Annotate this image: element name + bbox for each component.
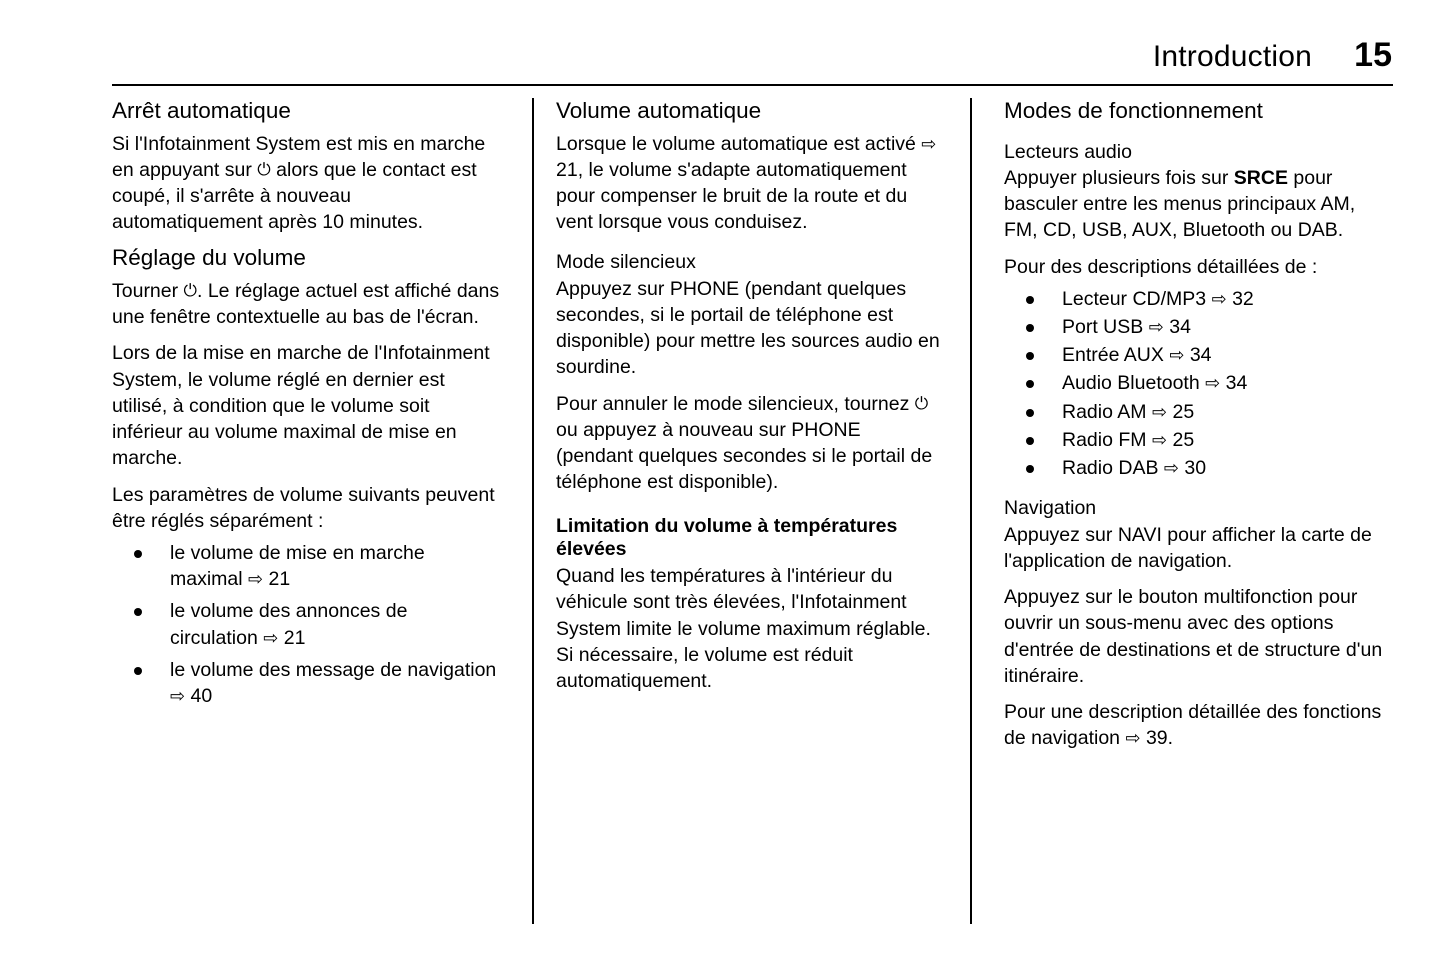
list-item-label: le volume des message de navigation [170, 658, 497, 681]
text-part-b: pour basculer entre les menus principaux AM, FM, CD, USB, AUX, Bluetooth ou DAB. [1004, 166, 1356, 242]
paragraph-nav-2: Appuyez sur le bouton multifonction pour ouvrir un sous-menu avec des options d'entrée de destinations et de structure d'un itinéraire. [1004, 586, 1383, 687]
text-part-a: Appuyez sur [556, 277, 670, 300]
cross-reference-icon: ⇨ [248, 569, 264, 591]
list-item-label: le volume des annonces de circulation [170, 600, 408, 649]
cross-reference-page: 34 [1189, 344, 1212, 367]
list-item-label: Port USB [1062, 316, 1149, 339]
cross-reference-icon: ⇨ [1163, 458, 1179, 480]
list-item [1004, 314, 1393, 340]
list-item-label: le volume de mise en marche maximal [170, 541, 425, 591]
paragraph-arret-automatique [112, 131, 500, 236]
text-part-a: Pour annuler le mode silencieux, tournez [556, 392, 915, 415]
content-columns [112, 98, 1393, 924]
page-title: Introduction [1152, 40, 1312, 73]
text-part-a: Appuyer plusieurs fois sur [1004, 166, 1234, 189]
cross-reference-icon: ⇨ [170, 686, 186, 708]
cross-reference-icon: ⇨ [1125, 728, 1141, 750]
paragraph-mute-2 [556, 391, 940, 496]
text-part-b: 21, le volume s'adapte automatiquement pour compenser le bruit de la route et du vent lorsque vous conduisez. [556, 158, 908, 234]
list-item [1004, 342, 1393, 368]
cross-reference-icon: ⇨ [263, 627, 279, 649]
text-part-a: Si l'Infotainment System est mis en marche en appuyant sur [112, 132, 486, 181]
paragraph-mute-1 [556, 276, 940, 381]
cross-reference-page: 21 [268, 568, 291, 591]
cross-reference-page: 34 [1169, 316, 1191, 339]
paragraph-volume-automatique [556, 131, 940, 236]
paragraph-audio-1 [1004, 165, 1393, 244]
list-item [1004, 455, 1393, 481]
audio-reference-list [1004, 286, 1393, 482]
paragraph-nav-1 [1004, 522, 1393, 574]
power-icon: ⏻ [914, 393, 929, 414]
header-divider [112, 84, 1393, 86]
text-part-b: 39. [1140, 727, 1174, 750]
key-phone: PHONE [669, 277, 740, 300]
cross-reference-page: 25 [1172, 400, 1195, 423]
cross-reference-page: 30 [1184, 457, 1207, 480]
list-item [112, 540, 500, 592]
cross-reference-icon: ⇨ [1151, 429, 1168, 451]
list-item [1004, 427, 1393, 453]
text-part-b: alors que le contact est coupé, il s'arrête à nouveau automatiquement après 10 minutes. [112, 158, 477, 234]
cross-reference-icon: ⇨ [1148, 317, 1164, 339]
page-header [112, 36, 1392, 75]
key-navi: NAVI [1117, 523, 1162, 546]
cross-reference-icon: ⇨ [921, 133, 937, 155]
list-item-label: Radio DAB [1062, 457, 1164, 480]
cross-reference-page: 25 [1172, 428, 1195, 451]
heading-limitation-volume: Limitation du volume à températures élevées [556, 514, 898, 561]
cross-reference-page: 40 [190, 685, 213, 708]
cross-reference-icon: ⇨ [1151, 401, 1168, 423]
paragraph-volume-2: Lors de la mise en marche de l'Infotainment System, le volume réglé en dernier est utilisé, à condition que le volume soit inférieur au volume maximal de mise en marche. [112, 342, 490, 470]
heading-navigation: Navigation [1004, 497, 1097, 520]
heading-modes-de-fonctionnement: Modes de fonctionnement [1004, 98, 1263, 123]
list-item-label: Lecteur CD/MP3 [1062, 287, 1212, 310]
heading-reglage-du-volume: Réglage du volume [112, 245, 306, 271]
paragraph-volume-1 [112, 278, 500, 330]
text-part-b: pour afficher la carte de l'application de navigation. [1004, 523, 1372, 572]
key-phone: PHONE [791, 418, 861, 441]
cross-reference-page: 21 [283, 626, 306, 649]
column-right [972, 98, 1393, 924]
list-item [1004, 399, 1393, 425]
heading-mode-silencieux: Mode silencieux [556, 251, 696, 274]
heading-volume-automatique: Volume automatique [556, 98, 762, 123]
paragraph-audio-2: Pour des descriptions détaillées de : [1004, 255, 1318, 278]
paragraph-limitation: Quand les températures à l'intérieur du véhicule sont très élevées, l'Infotainment System limite le volume maximum réglable. Si nécessaire, le volume est réduit automatiquement. [556, 565, 931, 692]
list-item [1004, 370, 1393, 396]
key-srce: SRCE [1233, 166, 1288, 189]
text-part-b: (pendant quelques secondes, si le portail de téléphone est disponible) pour mettre les sources audio en sourdine. [556, 277, 940, 379]
paragraph-volume-3: Les paramètres de volume suivants peuvent être réglés séparément : [112, 483, 495, 532]
text-part-a: Tourner [112, 279, 184, 302]
list-item-label: Radio FM [1062, 428, 1152, 451]
list-item-label: Radio AM [1062, 400, 1152, 423]
text-part-a: Pour une description détaillée des fonctions de navigation [1004, 701, 1382, 750]
volume-settings-list [112, 540, 500, 709]
paragraph-nav-3 [1004, 699, 1393, 751]
text-part-a: Appuyez sur [1004, 523, 1118, 546]
column-left [112, 98, 534, 924]
power-icon: ⏻ [257, 159, 271, 180]
list-item-label: Audio Bluetooth [1062, 372, 1206, 395]
list-item [112, 598, 500, 650]
column-middle [534, 98, 972, 924]
cross-reference-icon: ⇨ [1169, 345, 1185, 367]
cross-reference-icon: ⇨ [1211, 288, 1227, 310]
heading-arret-automatique: Arrêt automatique [112, 98, 291, 123]
cross-reference-page: 34 [1225, 372, 1248, 395]
list-item-label: Entrée AUX [1062, 344, 1170, 367]
text-part-b: ou appuyez à nouveau sur [556, 418, 792, 441]
text-part-c: (pendant quelques secondes si le portail de téléphone est disponible). [556, 445, 933, 494]
text-part-a: Lorsque le volume automatique est activé [556, 132, 922, 155]
cross-reference-page: 32 [1232, 287, 1254, 310]
list-item [1004, 286, 1393, 312]
text-part-b: . Le réglage actuel est affiché dans une fenêtre contextuelle au bas de l'écran. [112, 279, 500, 329]
heading-lecteurs-audio: Lecteurs audio [1004, 140, 1132, 163]
cross-reference-icon: ⇨ [1205, 373, 1221, 395]
list-item [112, 657, 500, 709]
power-icon: ⏻ [183, 280, 197, 301]
page-number: 15 [1354, 36, 1392, 74]
